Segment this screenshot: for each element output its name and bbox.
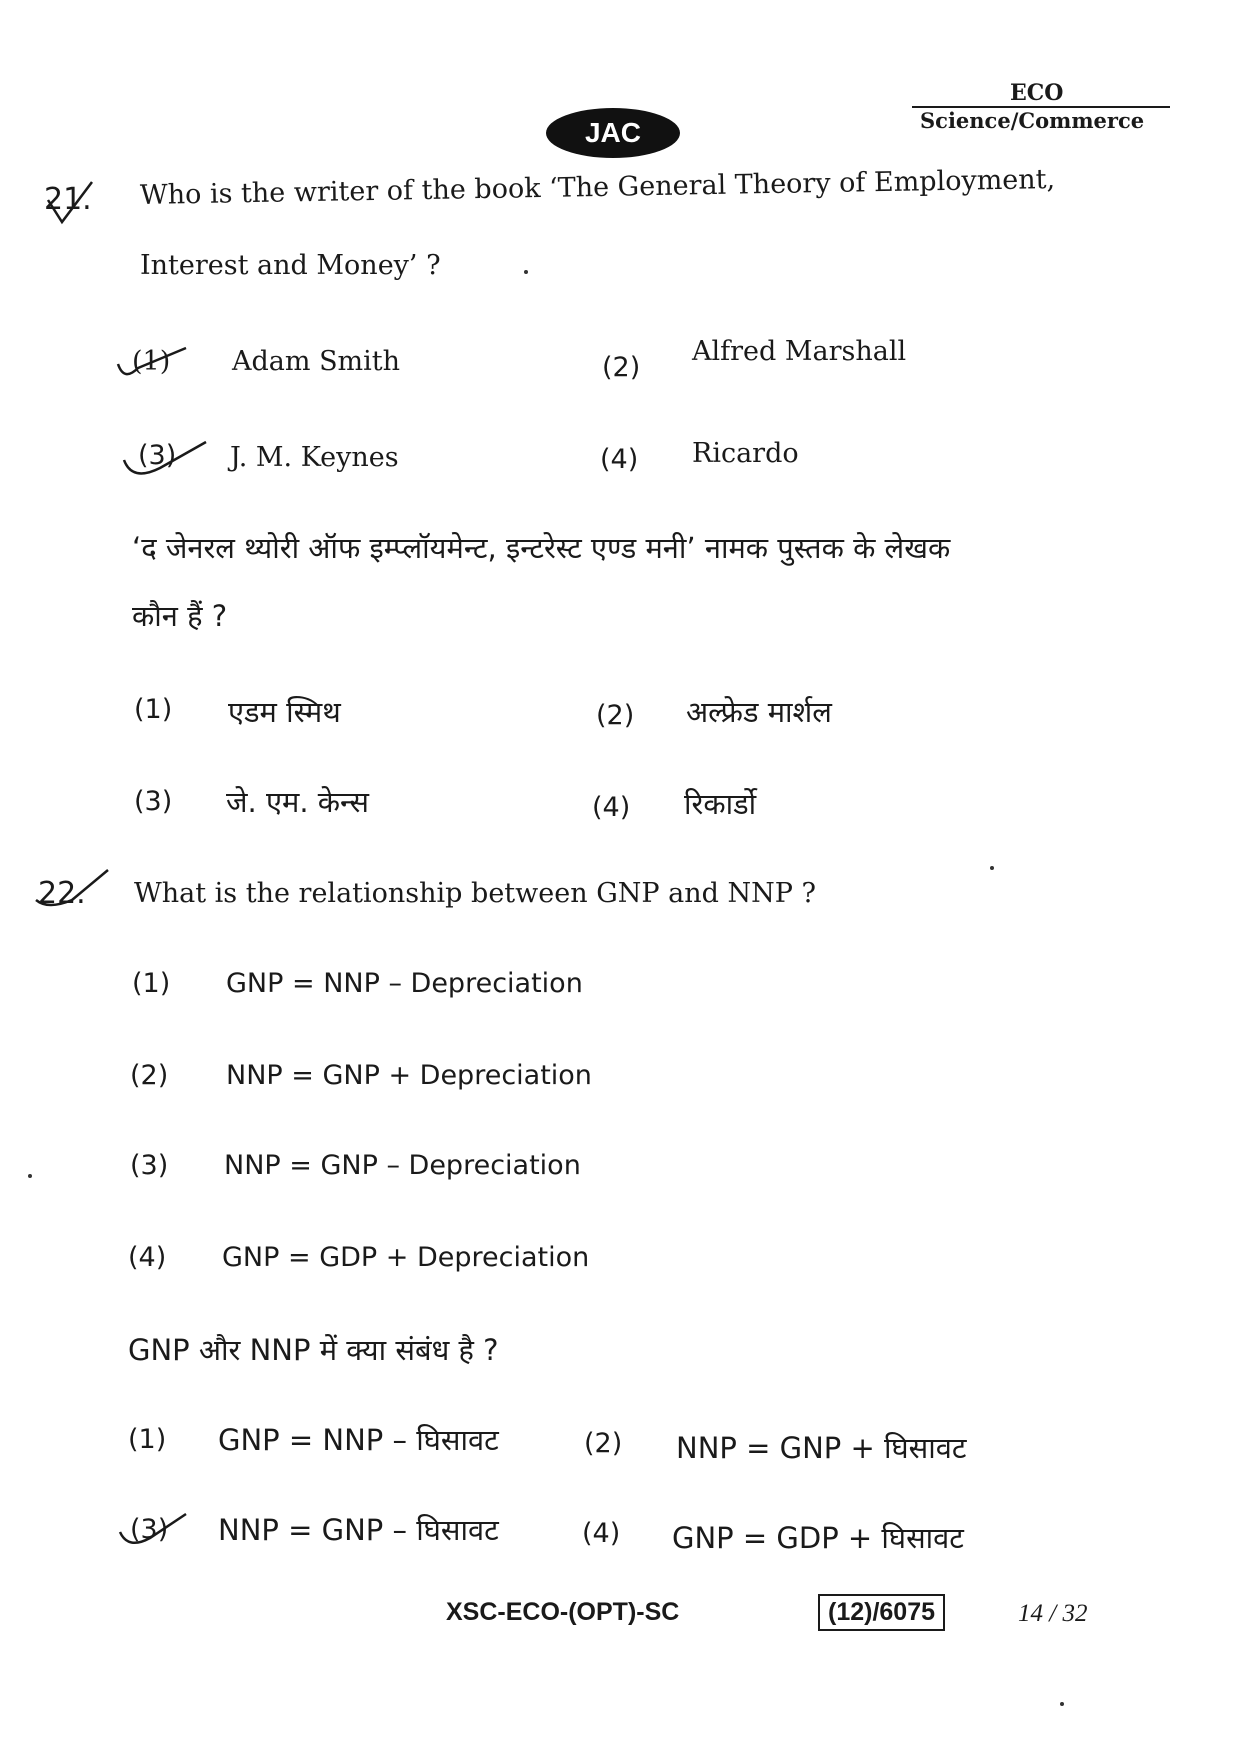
subject-code: ECO	[1010, 80, 1064, 106]
question-21-text-hi-line2: कौन हैं ?	[132, 599, 228, 633]
q22-en-option-3-num: (3)	[130, 1150, 169, 1181]
q21-en-option-3-num: (3)	[138, 440, 177, 471]
q21-en-option-1-num: (1)	[132, 346, 171, 377]
question-22-text-en: What is the relationship between GNP and NNP ?	[134, 878, 816, 909]
jac-badge: JAC	[546, 108, 680, 158]
q22-hi-option-3-num: (3)	[130, 1514, 169, 1545]
page-number: 14 / 32	[1018, 1600, 1088, 1627]
q21-en-option-2-num: (2)	[602, 352, 641, 383]
q22-en-option-2-text: NNP = GNP + Depreciation	[226, 1060, 592, 1091]
q22-en-option-4-text: GNP = GDP + Depreciation	[222, 1242, 590, 1273]
q21-hi-option-4-num: (4)	[592, 792, 631, 823]
scan-speck	[990, 866, 994, 870]
q22-hi-option-4-text: GNP = GDP + घिसावट	[672, 1521, 964, 1555]
tick-mark-icon	[40, 170, 100, 230]
scan-speck	[524, 270, 528, 274]
q22-hi-option-1-num: (1)	[128, 1424, 167, 1455]
scan-speck	[1060, 1702, 1064, 1706]
q21-en-option-2-text: Alfred Marshall	[692, 336, 907, 367]
q22-en-option-1-text: GNP = NNP – Depreciation	[226, 968, 583, 999]
q22-hi-option-2-text: NNP = GNP + घिसावट	[676, 1431, 967, 1465]
q21-hi-option-2-num: (2)	[596, 700, 635, 731]
option-check-icon	[116, 344, 196, 384]
q22-hi-option-3-text: NNP = GNP – घिसावट	[218, 1513, 499, 1547]
question-21-number: 21.	[44, 182, 92, 217]
option-check-icon	[120, 432, 210, 482]
question-21-text-en-line1: Who is the writer of the book ‘The General Theory of Employment,	[139, 164, 1056, 211]
q21-hi-option-1-num: (1)	[134, 694, 173, 725]
q21-en-option-3-text: J. M. Keynes	[230, 442, 399, 473]
q21-en-option-4-text: Ricardo	[692, 438, 799, 469]
question-22-text-hi: GNP और NNP में क्या संबंध है ?	[128, 1333, 499, 1367]
q21-hi-option-2-text: अल्फ्रेड मार्शल	[686, 695, 832, 729]
q22-en-option-3-text: NNP = GNP – Depreciation	[224, 1150, 581, 1181]
q22-en-option-4-num: (4)	[128, 1242, 167, 1273]
q22-en-option-1-num: (1)	[132, 968, 171, 999]
stream-label: Science/Commerce	[920, 108, 1145, 133]
q22-en-option-2-num: (2)	[130, 1060, 169, 1091]
option-check-icon	[116, 1506, 190, 1552]
q21-hi-option-3-text: जे. एम. केन्स	[226, 785, 369, 819]
paper-code: XSC-ECO-(OPT)-SC	[446, 1598, 680, 1626]
scan-speck	[28, 1174, 32, 1178]
q22-hi-option-1-text: GNP = NNP – घिसावट	[218, 1423, 499, 1457]
q22-hi-option-2-num: (2)	[584, 1428, 623, 1459]
question-22-number: 22.	[38, 876, 86, 911]
paper-set-box: (12)/6075	[818, 1594, 945, 1631]
tick-mark-icon	[32, 866, 112, 912]
q21-hi-option-4-text: रिकार्डो	[684, 787, 757, 821]
q21-hi-option-3-num: (3)	[134, 786, 173, 817]
question-21-text-en-line2: Interest and Money’ ?	[140, 250, 441, 281]
q21-hi-option-1-text: एडम स्मिथ	[228, 695, 341, 729]
q21-en-option-1-text: Adam Smith	[232, 346, 401, 377]
question-21-text-hi-line1: ‘द जेनरल थ्योरी ऑफ इम्प्लॉयमेन्ट, इन्टरेस्ट एण्ड मनी’ नामक पुस्तक के लेखक	[132, 531, 951, 565]
q22-hi-option-4-num: (4)	[582, 1518, 621, 1549]
q21-en-option-4-num: (4)	[600, 444, 639, 475]
